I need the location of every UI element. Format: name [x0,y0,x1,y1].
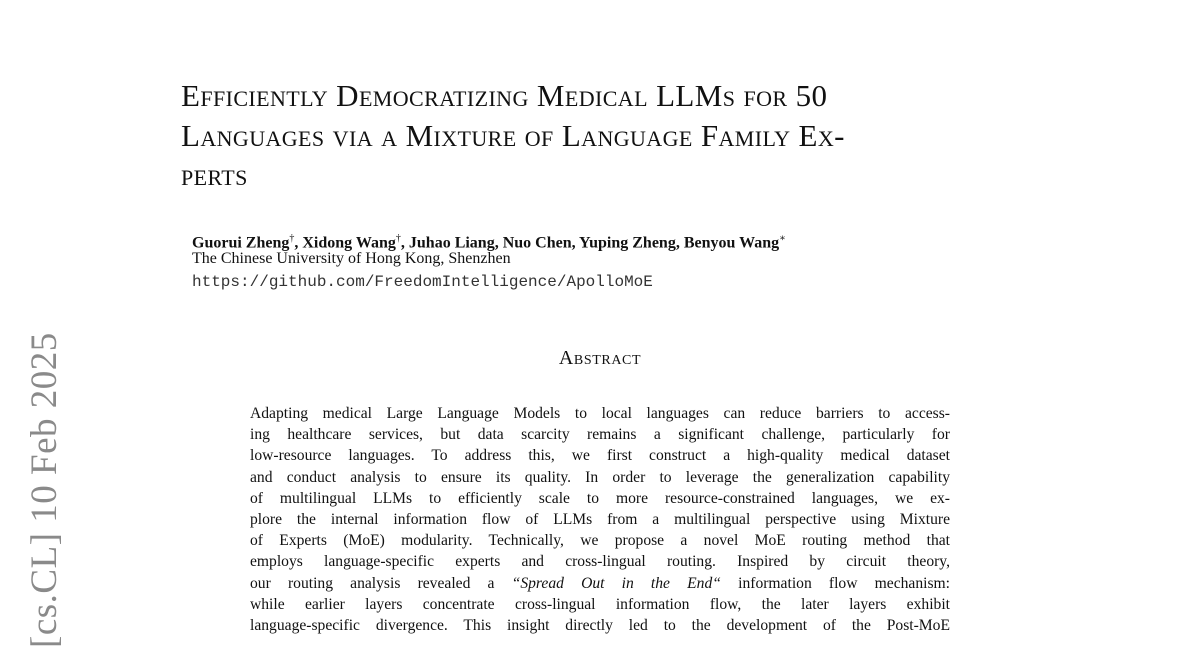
abstract-line: plore the internal information flow of LLMs from a multilingual perspective using Mixture [250,510,950,528]
abstract-emphasis: “Spread Out in the End“ [511,574,721,592]
title-line: perts [181,157,248,192]
title-line: Languages via a Mixture of Language Family Ex- [181,117,845,153]
repository-link[interactable]: https://github.com/FreedomIntelligence/ApolloMoE [192,273,653,291]
abstract-line: language-specific divergence. This insight directly led to the development of the Post-MoE [250,616,950,634]
abstract-text: information flow mechanism: [720,574,951,592]
author-name: Benyou Wang [683,234,780,252]
abstract-line: low-resource languages. To address this, we first construct a high-quality medical dataset [250,447,950,465]
author-name: Guorui Zheng [192,234,290,252]
abstract-line: while earlier layers concentrate cross-lingual information flow, the later layers exhibit [250,595,950,613]
abstract-line: Adapting medical Large Language Models to local languages can reduce barriers to access- [250,405,950,422]
abstract-heading: Abstract [558,347,642,369]
abstract-line: and conduct analysis to ensure its quality. In order to leverage the generalization capability [250,468,950,486]
author-mark: ∗ [779,233,786,244]
paper-title [181,76,1041,195]
abstract-body [250,403,950,636]
abstract-line: of multilingual LLMs to efficiently scale to more resource-constrained languages, we ex- [250,489,950,507]
author-name: Yuping Zheng [579,234,676,252]
author-name: Juhao Liang [408,234,495,252]
abstract-line: ing healthcare services, but data scarcity remains a significant challenge, particularly for [250,426,950,444]
title-line: Efficiently Democratizing Medical LLMs for 50 [181,78,828,113]
author-mark: † [395,233,401,244]
author-name: Xidong Wang [302,234,396,252]
abstract-line: employs language-specific experts and cross-lingual routing. Inspired by circuit theory, [250,553,950,571]
author-list: Guorui Zheng†, Xidong Wang†, Juhao Liang, Nuo Chen, Yuping Zheng, Benyou Wang∗ [192,233,786,252]
abstract-line [250,573,950,594]
affiliation: The Chinese University of Hong Kong, Shenzhen [192,250,511,267]
author-mark: † [289,233,295,244]
abstract-line: of Experts (MoE) modularity. Technically, we propose a novel MoE routing method that [250,532,950,550]
author-name: Nuo Chen [502,234,572,252]
abstract-text: our routing analysis revealed a [250,574,512,592]
arxiv-stamp-text: [cs.CL] 10 Feb 2025 [24,332,65,648]
